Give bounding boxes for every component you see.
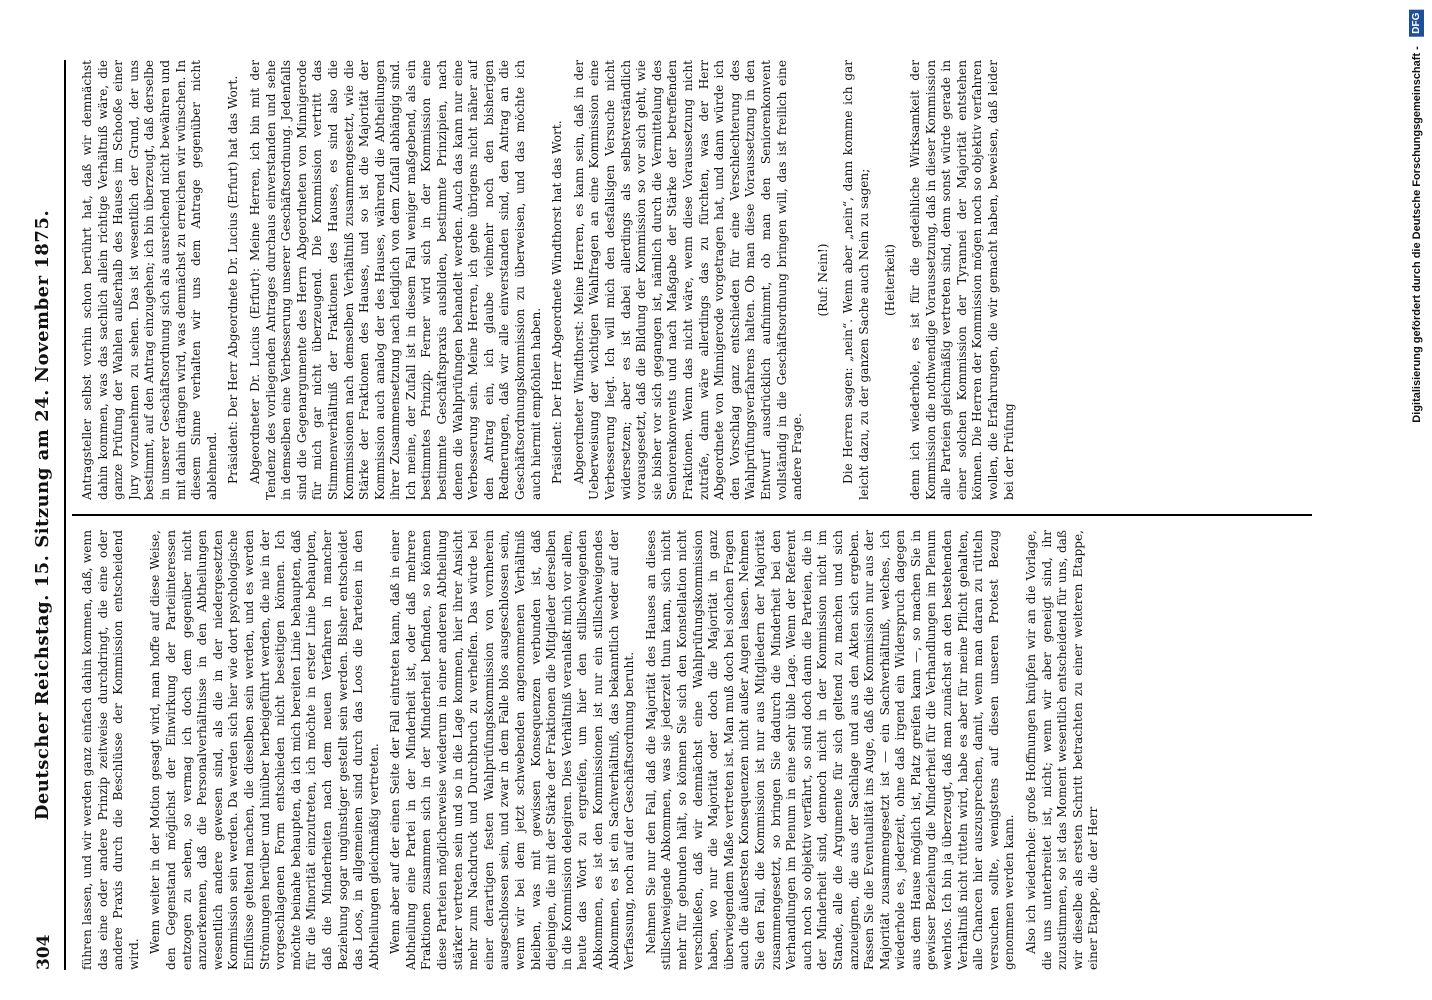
- left-column: [80, 530, 1310, 970]
- speaker-paragraph: Abgeordneter Windthorst: Meine Herren, es kann sein, daß in der Ueberweisung der wichtigen Wahlfragen an eine Kommission eine Verbesserung liegt. Ich will mich den desfallsigen Versuche nicht widersetzen; aber es ist dabei allerdings als selbstverständlich vorausgesetzt, daß die Bildung der Kommission so vor sich geht, wie sie bisher vor sich gegangen ist, nämlich durch die Vermittelung des Seniorenkonvents und nach Maßgabe der Stärke der betreffenden Fraktionen. Wenn das nicht wäre, wenn diese Voraussetzung nicht zuträfe, dann wäre allerdings das zu fürchten, was der Herr Abgeordnete von Minnigerode vorgetragen hat, und dann würde ich den Vorschlag ganz entschieden für eine Verschlechterung des Wahlprüfungsverfahrens halten. Ob man diese Voraussetzung in den Entwurf ausdrücklich aufnimmt, ob man den Seniorenkonvent vollständig in die Geschäftsordnung bringen will, das ist freilich eine andere Frage.: [571, 60, 805, 500]
- paragraph: Wenn weiter in der Motion gesagt wird, man hoffe auf diese Weise, den Gegenstand möglichst der Einwirkung der Parteiinteressen entzogen zu sehen, so vermag ich doch dem gegenüber nicht anzuerkennen, daß die Personalverhältnisse in den Abtheilungen wesentlich andere gewesen sind, als die in der niedergesetzten Kommission sein werden. Da werden sich hier wie dort psychologische Einflüsse geltend machen, die dieselben sein werden, und es werden Strömungen herüber und hinüber herbeigeführt werden, die nie in der vorgeschlagenen Form entschieden nicht beseitigen können. Ich möchte beinahe behaupten, da ich mich bereiten Linie behaupten, daß für die Minorität einzutreten, ich möchte in erster Linie behaupten, daß die Minderheiten nach dem neuen Verfahren in mancher Beziehung sogar ungünstiger gestellt sein werden. Bisher entscheidet das Loos, in allgemeinen sind durch das Loos die Parteien in den Abtheilungen gleichmäßig vertreten.: [148, 530, 381, 970]
- dfg-logo: DFG: [1409, 10, 1424, 37]
- digitization-footer: [1409, 10, 1424, 423]
- speaker-paragraph: Präsident: Der Herr Abgeordnete Dr. Lucius (Erfurt) hat das Wort.: [226, 75, 241, 484]
- digitization-note: Digitalisierung gefördert durch die Deutsche Forschungsgemeinschaft -: [1411, 46, 1423, 423]
- interjection: (Ruf: Nein!): [815, 243, 830, 317]
- right-column: [80, 60, 1310, 500]
- page-header: [30, 60, 66, 970]
- column-divider: [72, 514, 1312, 516]
- page-number: 304: [34, 934, 54, 970]
- paragraph: Also ich wiederhole: große Hoffnungen knüpfen wir an die Vorlage, die uns unterbreitet ist, nicht; wenn wir aber geneigt sind, ihr zuzustimmen, so ist das Moment wesentlich entscheidend für uns, daß wir dieselbe als ersten Schritt betrachten zu einer weiteren Etappe, einer Etappe, die der Herr: [1024, 530, 1101, 970]
- paragraph: führen lassen, und wir werden ganz einfach dahin kommen, daß, wenn das eine oder andere Prinzip zeitweise durchdringt, die eine oder andere Praxis durch die Beschlüsse der Kommission entscheidend wird.: [80, 530, 141, 970]
- paragraph: Wenn aber auf der einen Seite der Fall eintreten kann, daß in einer Abtheilung eine Partei in der Minderheit ist, oder daß mehrere Fraktionen zusammen sich in der Minderheit befinden, so können diese Parteien möglicherweise wiederum in einer anderen Abtheilung stärker vertreten sein und so in die Lage kommen, hier ihrer Ansicht mehr zum Nachdruck und Durchbruch zu verhelfen. Das würde bei einer derartigen festen Wahlprüfungskommission von vornherein ausgeschlossen sein, und zwar in dem Falle blos ausgeschlossen sein, wenn wir bei dem jetzt schwebenden angenommenen Verhältniß bleiben, was mit gewissen Konsequenzen verbunden ist, daß diejenigen, die mit der Stärke der Fraktionen die Mitglieder derselben in die Kommission delegiren. Dies Verhältniß veranlaßt mich vor allem, heute das Wort zu ergreifen, um hier den stillschweigenden Abkommen, es ist den Kommissionen ist nur ein stillschweigendes Abkommen, es ist ein Sachverhältniß, das bekanntlich weder auf der Verfassung, noch auf der Geschäftsordnung beruht.: [388, 530, 637, 970]
- paragraph: denn ich wiederhole, es ist für die gedeihliche Wirksamkeit der Kommission die nothwendige Voraussetzung, daß in dieser Kommission alle Parteien gleichmäßig vertreten sind, denn sonst würde gerade in einer solchen Kommission der Tyrannei der Majorität entstehen können. Die Herren der Kommission mögen noch so objektiv verfahren wollen, die Erfahrungen, die wir gemacht haben, beweisen, daß leider bei der Prüfung: [908, 60, 1016, 500]
- page-title: Deutscher Reichstag. 15. Sitzung am 24. November 1875.: [32, 209, 53, 821]
- paragraph: Nehmen Sie nur den Fall, daß die Majorität des Hauses an dieses stillschweigende Abkommen, was sie jederzeit thun kann, sich nicht mehr für gebunden hält, so können Sie sich den Konstellation nicht verschließen, daß wir demnächst eine Wahlprüfungskommission haben, wo nur die Majorität oder doch die Majorität in ganz überwiegendem Maße vertreten ist. Man muß doch bei solchen Fragen auch die äußersten Konsequenzen nicht außer Augen lassen. Nehmen Sie den Fall, die Kommission ist nur aus Mitgliedern der Majorität zusammengesetzt, so bringen Sie dadurch die Minderheit bei den Verhandlungen im Plenum in eine sehr üble Lage. Wenn der Referent auch noch so objektiv verfährt, so sind doch dann die Parteien, die in der Minderheit sind, dennoch nicht in der Kommission nicht im Stande, alle die Argumente für sich geltend zu machen und sich anzueignen, die aus der Sachlage und aus den Akten sich ergeben. Fassen Sie die Eventualität ins Auge, daß die Kommission nur aus der Majorität zusammengesetzt ist — ein Sachverhältniß, welches, ich wiederhole es, jederzeit, ohne daß irgend ein Widerspruch dagegen aus dem Hause möglich ist, Platz greifen kann —, so machen Sie in gewisser Beziehung die Minderheit für die Verhandlungen im Plenum wehrlos. Ich bin ja überzeugt, daß man zunächst an den bestehenden Verhältniß nicht rütteln wird, habe es aber für meine Pflicht gehalten, alle Chancen hier auszusprechen, damit, wenn man daran zu rütteln versuchen sollte, wenigstens auf diesen unseren Protest Bezug genommen werden kann.: [643, 530, 1017, 970]
- speaker-paragraph: Abgeordneter Dr. Lucius (Erfurt): Meine Herren, ich bin mit der Tendenz des vorliegenden Antrages durchaus einverstanden und sehe in demselben eine Verbesserung unserer Geschäftsordnung. Jedenfalls sind die Gegenargumente des Herrn Abgeordneten von Minnigerode für mich gar nicht überzeugend. Die Kommission vertritt das Stimmenverhältniß der Fraktionen des Hauses, es sind also die Kommissionen nach demselben Verhältniß zusammengesetzt, wie die Stärke der Fraktionen des Hauses, und so ist die Majorität der Kommission auch analog der des Hauses, während die Abtheilungen ihrer Zusammensetzung nach lediglich von dem Zufall abhängig sind. Ich meine, der Zufall ist in diesem Fall weniger maßgebend, als ein bestimmtes Prinzip. Ferner wird sich in der Kommission eine bestimmte Geschäftspraxis ausbilden, bestimmte Prinzipien, nach denen die Wahlprüfungen behandelt werden. Auch das kann nur eine Verbesserung sein. Meine Herren, ich gehe übrigens nicht näher auf den Antrag ein, ich glaube vielmehr noch den bisherigen Rednerungen, daß wir alle einverstanden sind, den Antrag an die Geschäftsordnungskommission zu überweisen, und das möchte ich auch hiermit empfohlen haben.: [247, 60, 543, 500]
- paragraph: Die Herren sagen: „nein“. Wenn aber „nein“, dann komme ich gar leicht dazu, zu der ganzen Sache auch Nein zu sagen;: [841, 60, 871, 500]
- interjection: (Heiterkeit): [882, 243, 897, 317]
- speaker-paragraph: Präsident: Der Herr Abgeordnete Windthorst hat das Wort.: [550, 120, 565, 484]
- page-content: [30, 60, 1330, 970]
- paragraph: Antragsteller selbst vorhin schon berührt hat, daß wir demnächst dahin kommen, was das sachlich allein richtige Verhältniß wäre, die ganze Prüfung der Wahlen außerhalb des Hauses im Schooße einer Jury vorzunehmen zu sehen. Das ist wesentlich der Grund, der uns bestimmt, auf den Antrag einzugehen; ich bin überzeugt, daß derselbe in unserer Geschäftsordnung sich als ausreichend nicht bewähren und mit dahin drängen wird, was demnächst zu erreichen wir wünschen. In diesem Sinne verhalten wir uns dem Antrage gegenüber nicht ablehnend.: [80, 60, 219, 500]
